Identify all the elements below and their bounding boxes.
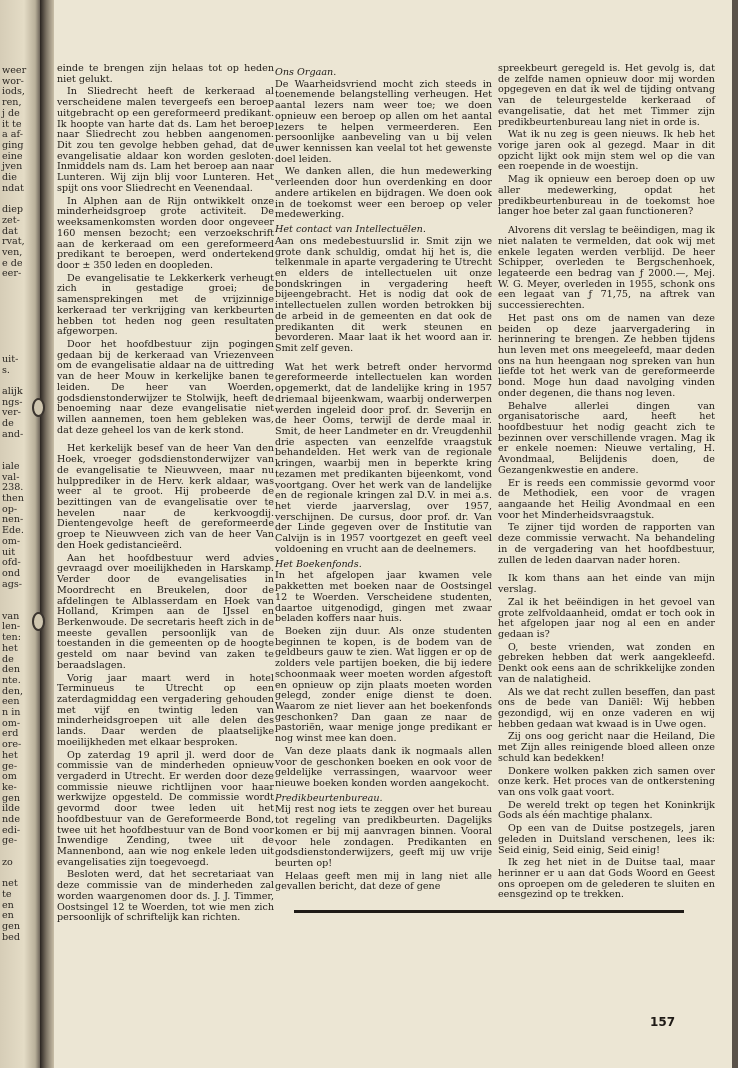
section-heading: Predikbeurtenbureau. <box>275 792 383 804</box>
paragraph: Aan het hoofdbestuur werd advies gevraagd over moeilijkheden in Harskamp. Verder door de evangelisaties in Moordrecht en Breukelen, door de afdelingen te Alblasserdam en Hoek van Holland, Krimpen aan de IJssel en Berkenwoude. De secretaris heeft zich in de meeste gevallen persoonlijk van de toestanden in die gemeenten op de hoogte gesteld om naar bevind van zaken te beraadslagen. <box>57 552 274 671</box>
facing-page-fragment: om- <box>2 535 21 547</box>
book-gutter <box>40 0 54 1068</box>
facing-page-fragment: het <box>2 749 18 761</box>
bottom-rule <box>294 910 684 913</box>
facing-page-fragment: de <box>2 418 14 430</box>
paragraph: Vorig jaar maart werd in hotel Terminueus te Utrecht op een zaterdagmiddag een vergadering gehouden met vijf en twintig leden van minderheidsgroepen uit alle delen des lands. Daar werden de plaatselijke moeilijkheden met elkaar besproken. <box>57 672 274 748</box>
facing-page-fragment: een <box>2 696 20 708</box>
paragraph: Ik zeg het niet in de Duitse taal, maar herinner er u aan dat Gods Woord en Geest ons oproepen om de gelederen te sluiten en eensgezind op te trekken. <box>498 857 715 901</box>
facing-page-fragment: wor- <box>2 75 24 87</box>
paragraph: O, beste vrienden, wat zonden en gebreken hebben dat werk aangekleefd. Denkt ook eens aan de schrikkelijke zonden van de nalatigheid. <box>498 641 715 685</box>
facing-page-fragment: and- <box>2 428 24 440</box>
facing-page-fragment: edi- <box>2 824 21 836</box>
facing-page-fragment: dat <box>2 225 18 237</box>
paragraph: Zij ons oog gericht naar die Heiland, Die met Zijn alles reinigende bloed alleen onze schuld kan bedekken! <box>498 731 715 764</box>
facing-page-fragment: jven <box>2 161 23 173</box>
column-2 <box>275 64 492 895</box>
facing-page-fragment: die <box>2 172 17 183</box>
facing-page-fragment: de <box>2 653 14 665</box>
facing-page-fragment: zet- <box>2 214 20 226</box>
section-heading: Ons Orgaan. <box>275 67 337 78</box>
facing-page-fragment: ver- <box>2 407 21 419</box>
paragraph: Behalve allerlei dingen van organisatorische aard, heeft het hoofdbestuur het nodig geacht zich te bezinnen over verschillende vragen. Mag ik er enkele noemen: Nieuwe vertaling, H. Avondmaal, Belijdenis doen, de Gezangenkwestie en andere. <box>498 400 715 476</box>
paragraph: spreekbeurt geregeld is. Het gevolg is, dat de zelfde namen opnieuw door mij worden opgegeven en dat ik wel de tijding ontvang van de teleurgestelde kerkeraad of evangelisatie, dat het met Timmer zijn predikbeurtenbureau lang niet in orde is. <box>498 63 715 128</box>
page-edge <box>732 0 738 1068</box>
paragraph: Wat het werk betreft onder hervormd gereformeerde intellectuelen kan worden opgemerkt, dat de landelijke kring in 1957 driemaal bijeenkwam, waarbij onderwerpen werden ingeleid door prof. dr. Severijn en de heer Ooms, terwijl de derde maal ir. Smit, de heer Landmeter en dr. Vreugdenhil drie aspecten van eenzelfde vraagstuk behandelden. Het werk van de regionale kringen, waarbij men in beperkte kring tezamen met predikanten bijeenkomt, vond voortgang. Over het werk van de landelijke en de regionale kringen zal D.V. in mei a.s. het vierde jaarverslag, over 1957, verschijnen. De cursus, door prof. dr. Van der Linde gegeven over de Institutie van Calvijn is in 1957 voortgezet en geeft veel voldoening en vrucht aan de deelnemers. <box>275 361 492 555</box>
paragraph: einde te brengen zijn helaas tot op heden niet gelukt. <box>57 63 274 85</box>
facing-page-fragment: ags- <box>2 578 23 590</box>
paragraph: Zal ik het beëindigen in het gevoel van grote zelfvoldaanheid, omdat er toch ook in het afgelopen jaar nog al een en ander gedaan is? <box>498 596 715 640</box>
facing-page-fragment: nde <box>2 814 20 825</box>
facing-page-fragment: nte. <box>2 674 21 686</box>
facing-page-fragment: n in <box>2 707 21 718</box>
paragraph: Mag ik opnieuw een beroep doen op uw aller medewerking, opdat het predikbeurtenbureau in de toekomst hoe langer hoe beter zal gaan functioneren? <box>498 174 715 218</box>
paragraph: Ik kom thans aan het einde van mijn verslag. <box>498 573 715 596</box>
facing-page-fragment: it te <box>2 118 22 130</box>
facing-page-fragment: Ede. <box>2 525 24 537</box>
facing-page-fragment: then <box>2 493 24 504</box>
paragraph: De wereld trekt op tegen het Koninkrijk Gods als één machtige phalanx. <box>498 799 715 822</box>
paragraph: Boeken zijn duur. Als onze studenten beginnen te kopen, is de bodem van de geldbeurs gauw te zien. Wat liggen er op de zolders vele partijen boeken, die bij iedere schoonmaak weer moeten worden afgestoft en opnieuw op zijn plaats moeten worden gelegd, zonder enige dienst te doen. Waarom ze niet liever aan het boekenfonds geschonken? Dan gaan ze naar de pastoriën, waar menige jonge predikant er nog winst mee kan doen. <box>275 625 492 745</box>
section-heading: Het contact van Intellectuëlen. <box>275 224 426 236</box>
paragraph: Alvorens dit verslag te beëindigen, mag ik niet nalaten te vermelden, dat ook wij met enkele legaten werden verblijd. De heer Schipper, overleden te Bergschenhoek, legateerde een bedrag van ƒ 2000.—, Mej. W. G. Meyer, overleden in 1955, schonk ons een legaat van ƒ 71,75, na aftrek van successierechten. <box>498 225 715 312</box>
facing-page-fragment: e de <box>2 257 23 269</box>
facing-page-fragment: rvat, <box>2 236 25 248</box>
facing-page-fragment: van <box>2 610 20 622</box>
facing-page-fragment: bed <box>2 931 20 943</box>
column-1 <box>57 64 274 926</box>
section-heading: Het Boekenfonds. <box>275 558 362 570</box>
facing-page-fragment: en <box>2 910 14 922</box>
facing-page-fragment: gen <box>2 921 20 932</box>
paragraph: Helaas geeft men mij in lang niet alle gevallen bericht, dat deze of gene <box>275 870 492 893</box>
paragraph: Het past ons om de namen van deze beiden op deze jaarvergadering in herinnering te brengen. Ze hebben tijdens hun leven met ons meegeleefd, maar deden ons na hun heengaan nog spreken van hun liefde tot het werk van de gereformeerde bond. Moge hun daad navolging vinden onder degenen, die thans nog leven. <box>498 312 715 399</box>
facing-page-fragment: te <box>2 888 12 900</box>
facing-page-fragment: a af- <box>2 129 23 141</box>
facing-page-fragment: ofd- <box>2 557 21 569</box>
paragraph: De evangelisatie te Lekkerkerk verheugt zich in gestadige groei; de samensprekingen met de vrijzinnige kerkeraad ter verkrijging van kerkbeurten hebben tot heden nog geen resultaten afgeworpen. <box>57 272 274 338</box>
page-number: 157 <box>650 1015 676 1029</box>
paragraph: Wat ik nu zeg is geen nieuws. Ik heb het vorige jaren ook al gezegd. Maar in dit opzicht lijkt ook mijn stem wel op die van een roepende in de woestijn. <box>498 129 715 173</box>
paragraph: De Waarheidsvriend mocht zich steeds in toenemende belangstelling verheugen. Het aantal lezers nam weer toe; we doen opnieuw een beroep op allen om het aantal lezers te helpen vermeerderen. Een persoonlijke aanbeveling van u bij velen uwer kennissen kan veelal tot het gewenste doel leiden. <box>275 78 492 165</box>
facing-page-fragment: om- <box>2 717 21 729</box>
binding-ring <box>32 612 45 631</box>
facing-page-fragment: iale <box>2 460 20 472</box>
facing-page-fragment: ond <box>2 567 21 579</box>
facing-page-fragment: weer <box>2 65 27 76</box>
facing-page-fragment: ngs- <box>2 396 23 408</box>
paragraph: Het kerkelijk besef van de heer Van den Hoek, vroeger godsdienstonderwijzer van de evangelisatie te Nieuwveen, maar nu hulpprediker in de Herv. kerk aldaar, was weer al te groot. Hij probeerde de bezittingen van de evangelisatie over te hevelen naar de kerkvoogdij. Dientengevolge heeft de gereformeerde groep te Nieuwveen zich van de heer Van den Hoek gedistancieërd. <box>57 443 274 551</box>
facing-page-fragment: nen- <box>2 514 24 526</box>
facing-page-fragment: gen <box>2 792 20 804</box>
facing-page-fragment: ndat <box>2 182 24 194</box>
facing-page-fragment: val- <box>2 471 20 483</box>
binding-ring <box>32 398 45 417</box>
facing-page-fragment: 238. <box>2 482 24 494</box>
facing-page-fragment: uit- <box>2 353 19 365</box>
paragraph: Besloten werd, dat het secretariaat van deze commissie van de minderheden zal worden waargenomen door ds. J. J. Timmer, Oostsingel 12 te Woerden, tot wie men zich persoonlijk of schriftelijk kan richten. <box>57 869 274 924</box>
paragraph: Op een van de Duitse postzegels, jaren geleden in Duitsland verschenen, lees ik: Seid einig, Seid einig, Seid einig! <box>498 823 715 856</box>
facing-page-fragment: iods, <box>2 86 25 98</box>
paragraph: Door het hoofdbestuur zijn pogingen gedaan bij de kerkeraad van Vriezenveen om de evangelisatie aldaar na de uittreding van de heer Mouw in kerkelijke banen te leiden. De heer van Woerden, godsdienstonderwijzer te Stolwijk, heeft de benoeming naar deze evangelisatie niet willen aannemen, toen hem gebleken was, dat deze geheel los van de kerk stond. <box>57 338 274 436</box>
column-3 <box>498 64 715 903</box>
paragraph: In Sliedrecht heeft de kerkeraad al verscheidene malen tevergeefs een beroep uitgebracht op een gereformeerd predikant. Ik hoopte van harte dat ds. Lam het beroep naar Sliedrecht zou hebben aangenomen. Dit zou ten gevolge hebben gehad, dat de evangelisatie aldaar kon worden gesloten. Inmiddels nam ds. Lam het beroep aan naar Lunteren. Wij zijn blij voor Lunteren. Het spijt ons voor Sliedrecht en Veenendaal. <box>57 86 274 194</box>
facing-page-fragment: erd <box>2 728 19 740</box>
paragraph: In het afgelopen jaar kwamen vele pakketten met boeken naar de Oostsingel 12 te Woerden. Verscheidene studenten, daartoe uitgenodigd, gingen met zwaar beladen koffers naar huis. <box>275 570 492 625</box>
facing-page-fragment: om <box>2 771 17 783</box>
paragraph: Er is reeds een commissie gevormd voor de Methodiek, een voor de vragen aangaande het Heilig Avondmaal en een voor het Minderheidsvraagstuk. <box>498 477 715 521</box>
paragraph: Als we dat recht zullen beseffen, dan past ons de bede van Daniël: Wij hebben gezondigd, wij en onze vaderen en wij hebben gedaan wat kwaad is in Uwe ogen. <box>498 686 715 730</box>
facing-page-fragment: zo <box>2 856 13 868</box>
paragraph: Op zaterdag 19 april jl. werd door de commissie van de minderheden opnieuw vergaderd in Utrecht. Er werden door deze commissie nieuwe richtlijnen voor haar werkwijze opgesteld. De commissie wordt gevormd door twee leden uit het hoofdbestuur van de Gereformeerde Bond, twee uit het hoofdbestuur van de Bond voor Inwendige Zending, twee uit de Mannenbond, aan wie nog enkele leden uit evangelisaties zijn toegevoegd. <box>57 749 274 868</box>
paragraph: Aan ons medebestuurslid ir. Smit zijn we grote dank schuldig, omdat hij het is, die telkenmale in aparte vergadering te Utrecht en elders de intellectuelen uit onze bondskringen in vergadering heeft bijeengebracht. Het is nodig dat ook de intellectuelen zullen worden betrokken bij de arbeid in de gemeenten en dat ook de predikanten dit werk steunen en bevorderen. Maar laat ik het woord aan ir. Smit zelf geven. <box>275 235 492 354</box>
facing-page-fragment: het <box>2 642 18 654</box>
facing-page-fragment: eine <box>2 150 23 162</box>
paragraph: Te zijner tijd worden de rapporten van deze commissie verwacht. Na behandeling in de vergadering van het hoofdbestuur, zullen de leden daarvan nader horen. <box>498 522 715 566</box>
paragraph: Van deze plaats dank ik nogmaals allen voor de geschonken boeken en ook voor de geldelijke verrassingen, waarvoor weer nieuwe boeken konden worden aangekocht. <box>275 745 492 789</box>
facing-page-fragment: ke- <box>2 781 17 793</box>
facing-page-fragment: s. <box>2 364 10 376</box>
facing-page-fragment: op- <box>2 503 18 515</box>
facing-page-fragment: ren, <box>2 97 22 109</box>
facing-page-fragment: j de <box>2 107 20 119</box>
facing-page-fragment: net <box>2 878 18 890</box>
paragraph: In Alphen aan de Rijn ontwikkelt onze minderheidsgroep grote activiteit. De weeksamenkomsten worden door ongeveer 160 mensen bezocht; een verzoekschrift aan de kerkeraad om een gereformeerd predikant te beroepen, werd ondertekend door ± 350 leden en doopleden. <box>57 195 274 271</box>
facing-page-fragment: uit <box>2 546 16 558</box>
paragraph: We danken allen, die hun medewerking verleenden door hun overdenking en door andere artikelen en bijdragen. We doen ook in de toekomst weer een beroep op veler medewerking. <box>275 166 492 221</box>
facing-page-fragment: den <box>2 664 20 676</box>
previous-page-edge <box>0 0 40 1068</box>
facing-page-fragment: alijk <box>2 386 23 397</box>
facing-page-fragment: ore- <box>2 739 22 751</box>
facing-page-fragment: ge- <box>2 835 18 847</box>
facing-page-fragment: den, <box>2 685 24 697</box>
facing-page-fragment: ten: <box>2 632 21 644</box>
facing-page-fragment: ging <box>2 139 24 151</box>
facing-page-fragment: ilde <box>2 803 20 815</box>
facing-page-fragment: ven, <box>2 246 23 258</box>
facing-page-fragment: en <box>2 899 14 911</box>
paragraph: Donkere wolken pakken zich samen over onze kerk. Het proces van de ontkerstening van ons volk gaat voort. <box>498 765 715 798</box>
facing-page-fragment: eer- <box>2 268 22 280</box>
facing-page-fragment: len- <box>2 621 21 633</box>
facing-page-fragment: diep <box>2 204 24 216</box>
facing-page-fragment: ge- <box>2 760 18 772</box>
paragraph: Mij rest nog iets te zeggen over het bureau tot regeling van predikbeurten. Dagelijks komen er bij mij aanvragen binnen. Vooral voor hele zondagen. Predikanten en godsdienstonderwijzers, geeft mij uw vrije beurten op! <box>275 804 492 870</box>
